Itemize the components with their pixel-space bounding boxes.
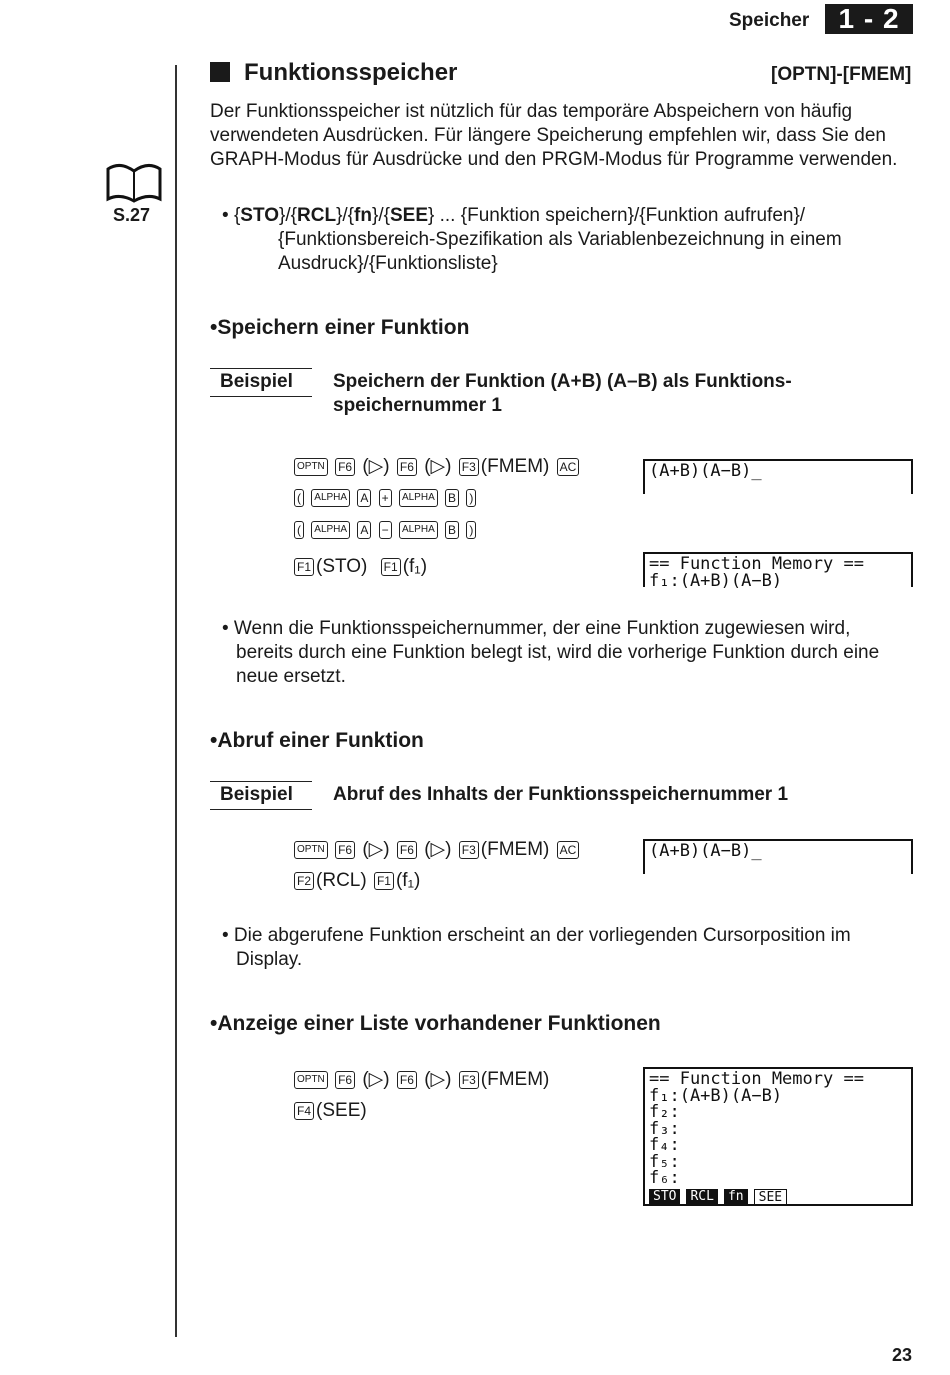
store-keys-2	[294, 486, 478, 510]
lcd-line: f₆:	[649, 1168, 680, 1188]
section-title: Funktionsspeicher	[244, 59, 458, 86]
lcd-line: (A+B)(A−B)_	[649, 461, 762, 481]
key-f6: F6	[397, 1071, 417, 1089]
lcd-menu-rcl: RCL	[686, 1189, 717, 1206]
key-note: (SEE)	[316, 1100, 367, 1121]
key-alpha: ALPHA	[311, 521, 350, 539]
beispiel-text-2: speichernummer 1	[333, 395, 502, 416]
book-icon	[106, 163, 162, 203]
menu-bullet-line-1	[222, 204, 805, 228]
key-optn: OPTN	[294, 1071, 328, 1089]
store-title: •Speichern einer Funktion	[210, 316, 470, 339]
key-note: (STO)	[316, 556, 368, 577]
key-f6: F6	[335, 841, 355, 859]
key-f1: F1	[374, 872, 394, 890]
key-f4: F4	[294, 1102, 314, 1120]
key-f6: F6	[335, 1071, 355, 1089]
recall-keys-1	[294, 838, 581, 862]
key-note: (▷)	[362, 456, 390, 477]
key-alpha: ALPHA	[311, 489, 350, 507]
margin-rule	[175, 65, 177, 1337]
key-note: (▷)	[424, 1069, 452, 1090]
key-alpha: ALPHA	[399, 521, 438, 539]
lcd-menu-sto: STO	[649, 1189, 680, 1206]
store-note-1: • Wenn die Funktionsspeichernummer, der eine Funktion zugewiesen wird,	[222, 618, 851, 639]
intro-line-2: verwendeten Ausdrücken. Für längere Speicherung empfehlen wir, dass Sie den	[210, 125, 886, 146]
key-f6: F6	[335, 458, 355, 476]
lcd-line: f₃:	[649, 1118, 680, 1139]
key-f1: F1	[294, 558, 314, 576]
lcd-screen-store-input	[643, 459, 913, 494]
lcd-line: f₄:	[649, 1135, 680, 1155]
key-plus: +	[379, 489, 392, 507]
key-f6: F6	[397, 458, 417, 476]
list-keys-2	[294, 1099, 369, 1123]
brace: {	[233, 205, 241, 226]
lcd-line: == Function Memory ==	[649, 1069, 864, 1089]
lcd-screen-recall	[643, 839, 913, 874]
key-f2: F2	[294, 872, 314, 890]
key-ac: AC	[557, 458, 580, 476]
chapter-badge: 1 - 2	[825, 4, 913, 34]
lcd-line: (A+B)(A−B)_	[649, 841, 762, 861]
menu-fn: fn	[354, 205, 372, 226]
key-f3: F3	[459, 841, 479, 859]
lcd-function-menu	[649, 1189, 907, 1206]
brace: }/{	[336, 205, 355, 226]
lcd-menu-fn: fn	[724, 1189, 748, 1206]
store-keys-1	[294, 455, 581, 479]
key-note: (FMEM)	[480, 456, 550, 477]
key-note: (f₁)	[395, 870, 421, 891]
key-note: (FMEM)	[480, 839, 550, 860]
recall-keys-2	[294, 869, 422, 893]
page-number: 23	[892, 1345, 913, 1365]
lcd-line: == Function Memory ==	[649, 554, 864, 574]
page-ref: S.27	[113, 205, 151, 225]
section-square-icon	[210, 62, 230, 82]
store-note-2: bereits durch eine Funktion belegt ist, wird die vorherige Funktion durch eine	[236, 642, 880, 663]
menu-path: [OPTN]-[FMEM]	[771, 64, 912, 85]
key-f6: F6	[397, 841, 417, 859]
key-b: B	[445, 489, 459, 507]
brace: }/{	[371, 205, 390, 226]
menu-bullet-line-3: Ausdruck}/{Funktionsliste}	[278, 253, 498, 274]
key-f3: F3	[459, 1071, 479, 1089]
key-alpha: ALPHA	[399, 489, 438, 507]
menu-bullet-line-2: {Funktionsbereich-Spezifikation als Variablenbezeichnung in einem	[278, 229, 842, 250]
lcd-menu-see: SEE	[754, 1189, 787, 1206]
lcd-line: f₁:(A+B)(A−B)	[649, 1085, 783, 1106]
list-keys-1	[294, 1068, 551, 1092]
lcd-line: f₅:	[649, 1151, 680, 1172]
lcd-line: f₂:	[649, 1102, 680, 1122]
bullet: •	[222, 205, 229, 226]
brace: }/{	[279, 205, 297, 226]
beispiel-text: Abruf des Inhalts der Funktionsspeichernummer 1	[333, 784, 789, 805]
intro-line-3: GRAPH-Modus für Ausdrücke und den PRGM-Modus für Programme verwenden.	[210, 149, 898, 170]
key-note: (▷)	[362, 1069, 390, 1090]
key-note: (f₁)	[402, 556, 428, 577]
key-ac: AC	[557, 841, 580, 859]
menu-rcl: RCL	[297, 205, 337, 226]
key-note: (▷)	[424, 839, 452, 860]
intro-line-1: Der Funktionsspeicher ist nützlich für das temporäre Abspeichern von häufig	[210, 101, 853, 122]
lcd-screen-list	[643, 1067, 913, 1206]
list-title: •Anzeige einer Liste vorhandener Funktionen	[210, 1012, 661, 1035]
store-keys-3	[294, 518, 478, 542]
key-a: A	[357, 521, 371, 539]
menu-see: SEE	[389, 205, 428, 226]
menu-sto: STO	[240, 205, 280, 226]
key-optn: OPTN	[294, 841, 328, 859]
key-lparen: (	[294, 521, 304, 539]
beispiel-label: Beispiel	[210, 368, 312, 397]
beispiel-label: Beispiel	[210, 781, 312, 810]
key-a: A	[357, 489, 371, 507]
key-rparen: )	[466, 521, 476, 539]
store-keys-4	[294, 555, 429, 579]
key-note: (▷)	[424, 456, 452, 477]
menu-desc: } ... {Funktion speichern}/{Funktion aufrufen}/	[428, 205, 806, 226]
key-note: (▷)	[362, 839, 390, 860]
key-lparen: (	[294, 489, 304, 507]
key-rparen: )	[466, 489, 476, 507]
header-section-word: Speicher	[729, 10, 810, 31]
key-f3: F3	[459, 458, 479, 476]
lcd-line: f₁:(A+B)(A−B)	[649, 570, 783, 591]
key-note: (FMEM)	[480, 1069, 550, 1090]
store-note-3: neue ersetzt.	[236, 666, 346, 687]
key-optn: OPTN	[294, 458, 328, 476]
key-note: (RCL)	[316, 870, 367, 891]
key-f1: F1	[381, 558, 401, 576]
beispiel-text-1: Speichern der Funktion (A+B) (A–B) als Funktions-	[333, 371, 792, 392]
key-minus: −	[379, 521, 392, 539]
recall-title: •Abruf einer Funktion	[210, 729, 424, 752]
recall-note-1: • Die abgerufene Funktion erscheint an der vorliegenden Cursorposition im	[222, 925, 851, 946]
lcd-screen-store-result	[643, 552, 913, 591]
key-b: B	[445, 521, 459, 539]
recall-note-2: Display.	[236, 949, 303, 970]
